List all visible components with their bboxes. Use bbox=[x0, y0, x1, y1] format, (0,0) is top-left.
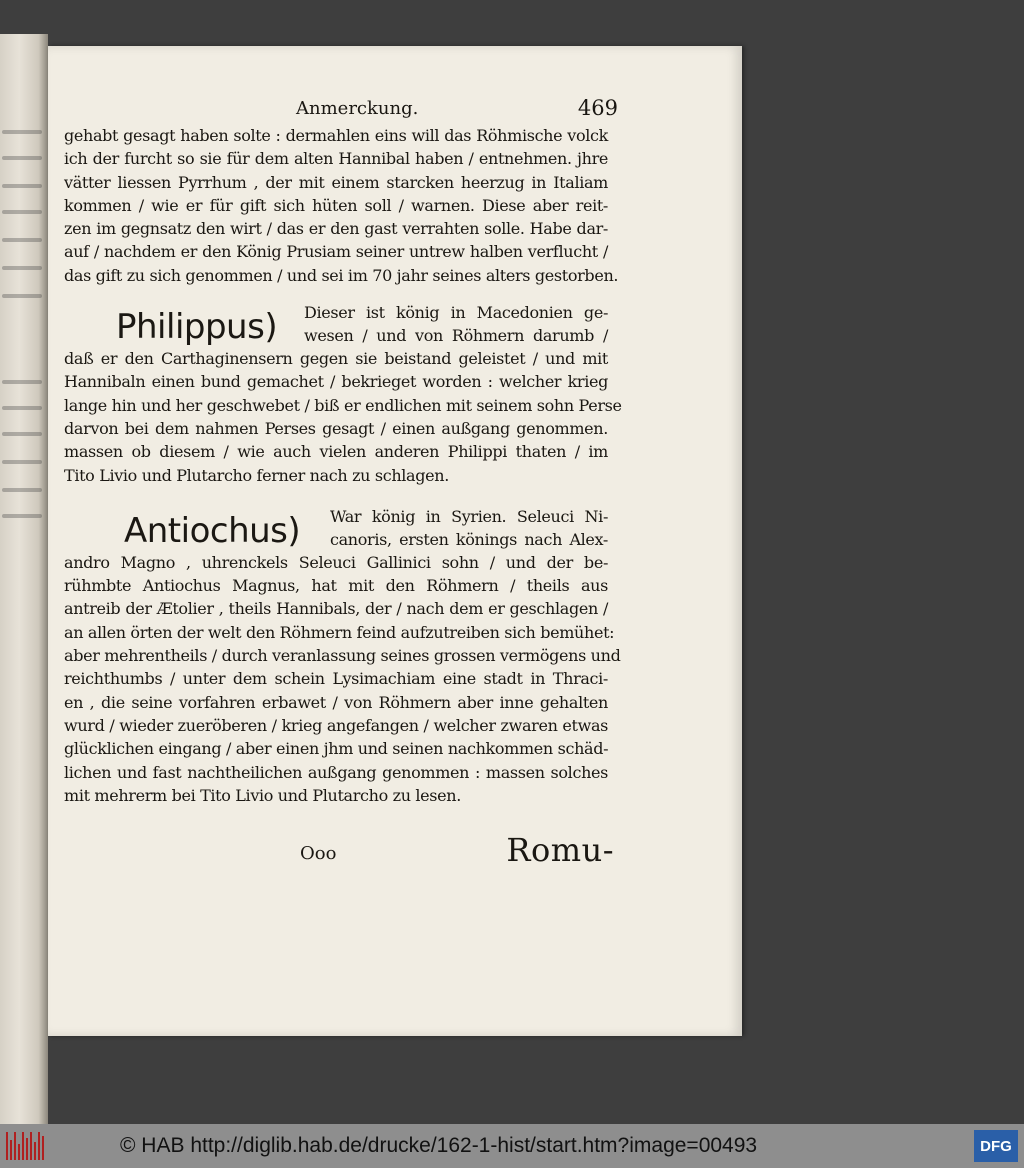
text-line: darvon bei dem nahmen Perses gesagt / einen außgang genommen. bbox=[64, 418, 608, 438]
text-line: auf / nachdem er den König Prusiam seiner untrew halben verflucht / bbox=[64, 242, 608, 262]
text-line: reichthumbs / unter dem schein Lysimachiam eine stadt in Thraci- bbox=[64, 669, 608, 689]
text-line: Tito Livio und Plutarcho ferner nach zu schlagen. bbox=[64, 465, 449, 485]
page-header bbox=[64, 96, 618, 124]
dfg-logo-icon[interactable] bbox=[974, 1130, 1018, 1162]
catchword: Romu- bbox=[506, 831, 614, 870]
text-line: andro Magno , uhrenckels Seleuci Gallinici sohn / und der be- bbox=[64, 552, 608, 572]
page-number: 469 bbox=[577, 96, 618, 120]
dfg-label: DFG bbox=[980, 1137, 1012, 1155]
text-line: wesen / und von Röhmern darumb / bbox=[304, 326, 608, 346]
text-line: zen im gegnsatz den wirt / das er den gast verrahten solle. Habe dar- bbox=[64, 219, 608, 239]
book-page bbox=[48, 46, 742, 1036]
text-line: kommen / wie er für gift sich hüten soll / warnen. Diese aber reit- bbox=[64, 195, 608, 215]
antiochus-heading-line bbox=[64, 505, 608, 551]
text-line: das gift zu sich genommen / und sei im 70 jahr seines alters gestorben. bbox=[64, 265, 619, 285]
text-line: vätter liessen Pyrrhum , der mit einem starcken heerzug in Italiam bbox=[64, 172, 608, 192]
philippus-heading: Philippus) bbox=[116, 307, 278, 348]
text-line: canoris, ersten könings nach Alex- bbox=[330, 529, 608, 549]
page-footer-marks bbox=[64, 825, 614, 885]
footer-bar bbox=[0, 1124, 1024, 1168]
text-line: lange hin und her geschwebet / biß er endlichen mit seinem sohn Perse bbox=[64, 395, 622, 415]
text-line: lichen und fast nachtheilichen außgang genommen : massen solches bbox=[64, 762, 608, 782]
text-line: Dieser ist könig in Macedonien ge- bbox=[304, 303, 608, 323]
text-block bbox=[64, 96, 622, 885]
text-line: Hannibaln einen bund gemachet / bekrieget worden : welcher krieg bbox=[64, 372, 608, 392]
text-line: wurd / wieder zueröberen / krieg angefangen / welcher zwaren etwas bbox=[64, 715, 608, 735]
text-line: en , die seine vorfahren erbawet / von Röhmern aber inne gehalten bbox=[64, 692, 608, 712]
antiochus-heading: Antiochus) bbox=[124, 510, 301, 551]
antiochus-entry bbox=[64, 505, 621, 807]
text-line: daß er den Carthaginensern gegen sie beistand geleistet / und mit bbox=[64, 349, 608, 369]
copyright-link[interactable]: © HAB http://diglib.hab.de/drucke/162-1-hist/start.htm?image=00493 bbox=[120, 1134, 758, 1157]
philippus-entry bbox=[64, 301, 622, 487]
text-line: mit mehrerm bei Tito Livio und Plutarcho zu lesen. bbox=[64, 785, 461, 805]
hab-logo-icon[interactable] bbox=[6, 1132, 46, 1160]
text-line: War könig in Syrien. Seleuci Ni- bbox=[330, 506, 608, 526]
text-line: glücklichen eingang / aber einen jhm und seinen nachkommen schäd- bbox=[64, 739, 609, 759]
running-head: Anmerckung. bbox=[296, 98, 419, 119]
text-line: massen ob diesem / wie auch vielen anderen Philippi thaten / im bbox=[64, 442, 608, 462]
text-line: gehabt gesagt haben solte : dermahlen eins will das Röhmische volck bbox=[64, 126, 608, 145]
left-page-edge bbox=[0, 34, 48, 1124]
text-line: antreib der Ætolier , theils Hannibals, der / nach dem er geschlagen / bbox=[64, 599, 608, 619]
text-line: ich der furcht so sie für dem alten Hannibal haben / entnehmen. jhre bbox=[64, 149, 608, 169]
signature-mark: Ooo bbox=[300, 843, 337, 865]
text-line: aber mehrentheils / durch veranlassung seines grossen vermögens und bbox=[64, 646, 621, 666]
philippus-heading-line bbox=[64, 301, 608, 347]
intro-paragraph bbox=[64, 124, 619, 287]
text-line: rühmbte Antiochus Magnus, hat mit den Röhmern / theils aus bbox=[64, 576, 608, 596]
text-line: an allen örten der welt den Röhmern feind aufzutreiben sich bemühet: bbox=[64, 622, 615, 642]
